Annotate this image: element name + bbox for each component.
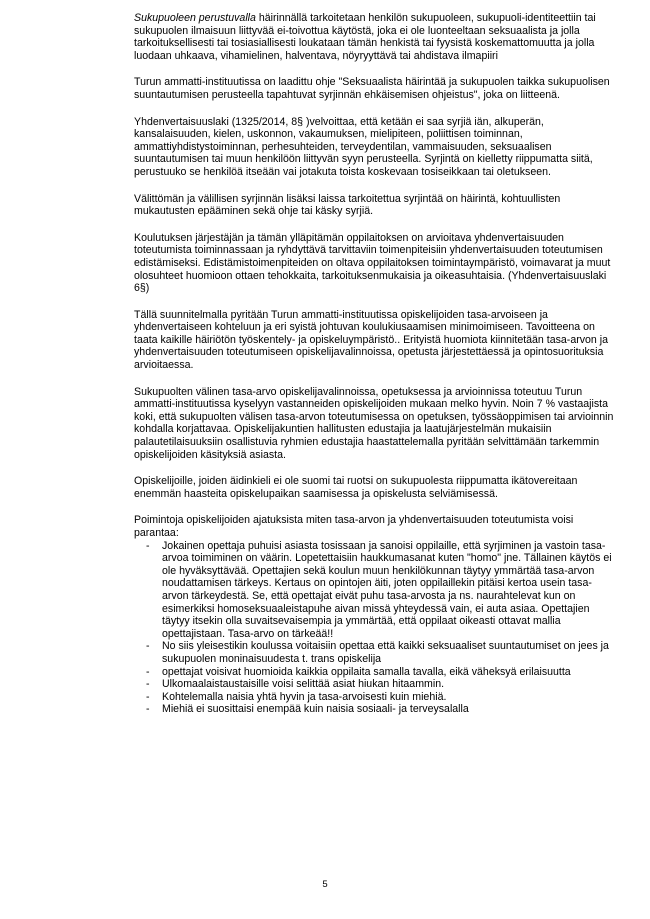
list-item (134, 540, 618, 641)
bullet-marker: - (146, 690, 150, 703)
page-content (134, 12, 618, 716)
bullet-marker: - (146, 640, 150, 653)
list-item (134, 703, 618, 716)
bullet-marker: - (146, 703, 150, 716)
paragraph-survey-results: Sukupuolten välinen tasa-arvo opiskelijavalinnoissa, opetuksessa ja arvioinnissa toteutuu Turun ammatti-instituutissa kyselyyn vastanneiden opiskelijoiden mukaan melko hyvin. Noin 7 % vastaajista koki, että sukupuolten välisen tasa-arvon toteutumisessa on opetuksen, työssäoppimisen tai arvioinnin kohdalla korjattavaa. Opiskelijakuntien hallitusten edustajia ja laatujärjestelmän mukaisiin palautetilaisuuksiin osallistuvia ryhmien edustajia haastattelemalla pyritään selvittämään tarkemmin opiskelijoiden käsityksiä asiasta. (134, 385, 614, 461)
list-item (134, 678, 618, 691)
paragraph-plan-goals: Tällä suunnitelmalla pyritään Turun ammatti-instituutissa opiskelijoiden tasa-arvoiseen ja yhdenvertaiseen kohteluun ja eri syistä johtuvan koulukiusaamisen minimoimiseen. Tavoitteena on taata kaikille häiriötön työskentely- ja opiskeluympäristö.. Erityistä huomiota kiinnitetään tasa-arvon ja yhdenvertaisuuden toteutumiseen opiskelijavalinnoissa, opetusta järjestettäessä ja opintosuorituksia arvioitaessa. (134, 308, 609, 372)
student-ideas-list (134, 540, 618, 716)
list-item (134, 691, 618, 704)
paragraph-text: häirinnällä tarkoitetaan henkilön sukupuoleen, sukupuoli-identiteettiin tai sukupuolen ilmaisuun liittyvää ei-toivottua käytöstä, joka ei ole luonteeltaan seksuaalista ja jolla tarkoituksellisesti tai tosiasiallisesti loukataan tämän henkistä tai fyysistä koskemattomuutta ja jolla luodaan uhkaava, vihamielinen, halventava, nöyryyttävä tai ahdistava ilmapiiri (134, 12, 596, 62)
paragraph-equality-act: Yhdenvertaisuuslaki (1325/2014, 8§ )velvoittaa, että ketään ei saa syrjiä iän, alkuperän, kansalaisuuden, kielen, uskonnon, vakaumuksen, mielipiteen, poliittisen toiminnan, ammattiyhdistystoiminnan, perhesuhteiden, terveydentilan, vammaisuuden, seksuaalisen suuntautumisen tai muun henkilöön liittyvän syyn perusteella. Syrjintä on kielletty riippumatta siitä, perustuuko se henkilöä itseään vai jotakuta toista koskevaan tosiseikkaan tai oletukseen. (134, 115, 593, 178)
paragraph-discrimination-types: Välittömän ja välillisen syrjinnän lisäksi laissa tarkoitettua syrjintää on häirintä, kohtuullisten mukautusten epääminen sekä ohje tai käsky syrjiä. (134, 192, 561, 218)
list-item-text: opettajat voisivat huomioida kaikkia oppilaita samalla tavalla, eikä väheksyä erilaisuutta (162, 665, 571, 678)
list-item-text: Ulkomaalaistaustaisille voisi selittää asiat hiukan hitaammin. (162, 678, 445, 691)
paragraph-guideline-reference: Turun ammatti-instituutissa on laadittu ohje "Seksuaalista häirintää ja sukupuolen taikka sukupuolisen suuntautumisen perusteella tapahtuvat syrjinnän ehkäisemisen ohjeistus", joka on liitteenä. (134, 76, 610, 101)
list-item-text: Kohtelemalla naisia yhtä hyvin ja tasa-arvoisesti kuin miehiä. (162, 690, 447, 703)
paragraph-gender-harassment-definition (134, 12, 618, 62)
page-number: 5 (322, 879, 328, 890)
paragraph-language-background: Opiskelijoille, joiden äidinkieli ei ole suomi tai ruotsi on sukupuolesta riippumatta ikätovereitaan enemmän haasteita opiskelupaikan saamisessa ja opiskelusta selviämisessä. (134, 475, 578, 500)
list-item-text: Miehiä ei suosittaisi enempää kuin naisia sosiaali- ja terveysalalla (162, 703, 469, 716)
emphasized-term: Sukupuoleen perustuvalla (134, 12, 256, 24)
bullet-marker: - (146, 539, 150, 552)
list-item (134, 666, 618, 679)
list-item-text: Jokainen opettaja puhuisi asiasta tosissaan ja sanoisi oppilaille, että syrjiminen ja vastoin tasa-arvoa toimiminen on väärin. Lopetettaisiin haukkumasanat kuten "homo" jne. Tällainen käytös ei ole hyväksyttävää. Opettajien sekä koulun muun henkilökunnan täytyy ymmärtää tasa-arvon noudattamisen tärkeys. Kertaus on opintojen äiti, joten oppilaillekin pitäisi kertoa usein tasa-arvon tärkeydestä. Se, että opettajat eivät puhu tasa-arvosta ja ns. naurahtelevat kun on esimerkiksi homoseksuaaleistapuhe aivan missä yhteydessä vain, ei auta asiaa. Opettajien täytyy itsekin olla suvaitsevaisempia ja ymmärtää, että oppilaat oikeasti ottavat mallia opettajistaan. Tasa-arvo on tärkeää!! (162, 539, 612, 640)
paragraph-student-ideas-intro: Poimintoja opiskelijoiden ajatuksista miten tasa-arvon ja yhdenvertaisuuden toteutumista voisi parantaa: (134, 514, 574, 539)
bullet-marker: - (146, 678, 150, 691)
list-item-text: No siis yleisestikin koulussa voitaisiin opettaa että kaikki seksuaaliset suuntautumiset on jees ja sukupuolen moninaisuudesta t. trans opiskelija (162, 640, 609, 665)
paragraph-institution-obligations: Koulutuksen järjestäjän ja tämän ylläpitämän oppilaitoksen on arvioitava yhdenvertaisuuden toteutumista toiminnassaan ja ryhdyttävä tarvittaviin toimenpiteisiin yhdenvertaisuuden toteutumisen edistämiseksi. Edistämistoimenpiteiden on oltava oppilaitoksen toimintaympäristö, voimavarat ja muut olosuhteet huomioon ottaen tehokkaita, tarkoituksenmukaisia ja oikeasuhtaisia. (Yhdenvertaisuuslaki 6§) (134, 231, 611, 295)
bullet-marker: - (146, 665, 150, 678)
list-item (134, 640, 618, 665)
